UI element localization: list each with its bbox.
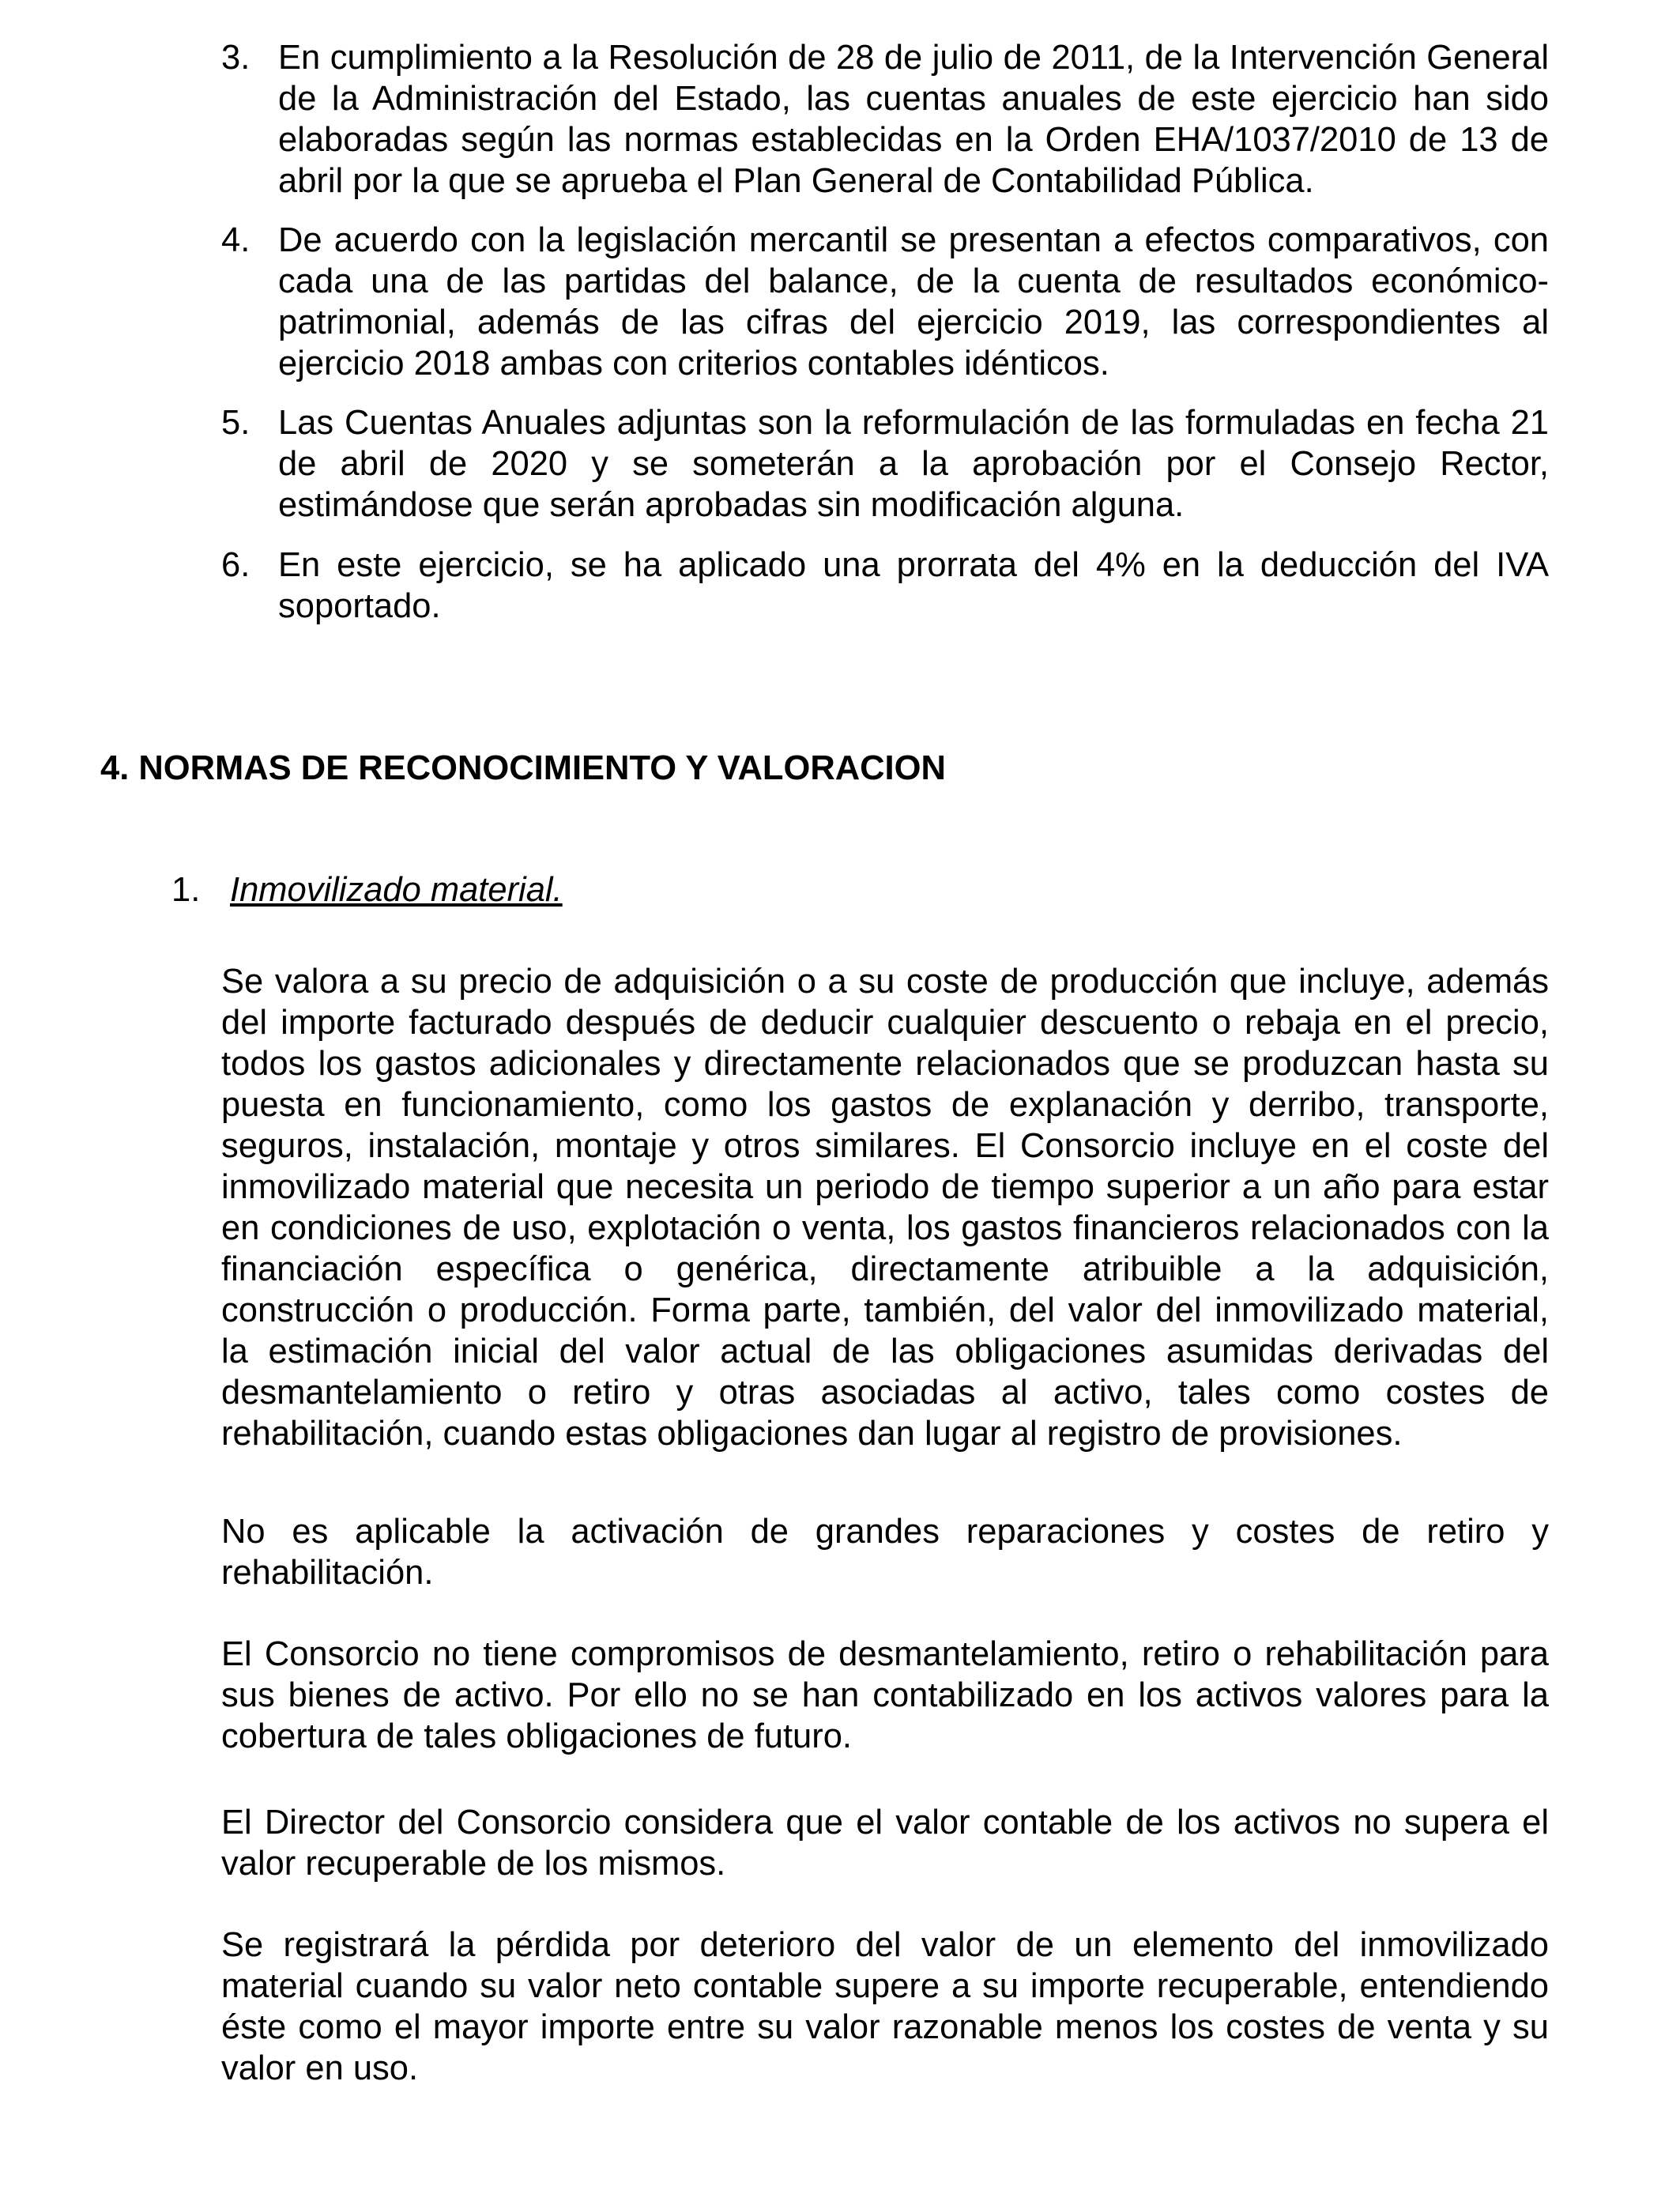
list-item-5 (221, 402, 1549, 545)
list-item-number: 3. (221, 39, 250, 77)
section-heading: 4. NORMAS DE RECONOCIMIENTO Y VALORACION (100, 749, 946, 787)
numbered-list (221, 37, 1549, 627)
subsection-title: Inmovilizado material. (230, 871, 563, 909)
list-item-text: En este ejercicio, se ha aplicado una prorrata del 4% en la deducción del IVA soportado. (278, 546, 1549, 625)
list-item-text: De acuerdo con la legislación mercantil se presentan a efectos comparativos, con cada una de las partidas del balance, de la cuenta de resultados económico-patrimonial, además de las cifras del ejercicio 2019, las correspondientes al ejercicio 2018 ambas con criterios contables idénticos. (278, 221, 1549, 383)
paragraph-not-applicable: No es aplicable la activación de grandes reparaciones y costes de retiro y rehabilitación. (221, 1513, 1549, 1592)
list-item-3 (221, 37, 1549, 220)
list-item-number: 4. (221, 221, 250, 259)
paragraph-director: El Director del Consorcio considera que el valor contable de los activos no supera el valor recuperable de los mismos. (221, 1804, 1549, 1883)
list-item-4 (221, 220, 1549, 402)
list-item-number: 6. (221, 546, 250, 584)
paragraph-valuation: Se valora a su precio de adquisición o a su coste de producción que incluye, además del importe facturado después de deducir cualquier descuento o rebaja en el precio, todos los gastos adicionales y directamente relacionados que se produzcan hasta su puesta en funcionamiento, como los gastos de explanación y derribo, transporte, seguros, instalación, montaje y otros similares. El Consorcio incluye en el coste del inmovilizado material que necesita un periodo de tiempo superior a un año para estar en condiciones de uso, explotación o venta, los gastos financieros relacionados con la financiación específica o genérica, directamente atribuible a la adquisición, construcción o producción. Forma parte, también, del valor del inmovilizado material, la estimación inicial del valor actual de las obligaciones asumidas derivadas del desmantelamiento o retiro y otras asociadas al activo, tales como costes de rehabilitación, cuando estas obligaciones dan lugar al registro de provisiones. (221, 963, 1549, 1453)
list-item-number: 5. (221, 404, 250, 442)
subsection-heading (171, 869, 563, 910)
list-item-text: Las Cuentas Anuales adjuntas son la reformulación de las formuladas en fecha 21 de abril de 2020 y se someterán a la aprobación por el Consejo Rector, estimándose que serán aprobadas sin modificación alguna. (278, 404, 1549, 524)
subsection-number: 1. (171, 871, 201, 909)
list-item-text: En cumplimiento a la Resolución de 28 de julio de 2011, de la Intervención General de la Administración del Estado, las cuentas anuales de este ejercicio han sido elaboradas según las normas establecidas en la Orden EHA/1037/2010 de 13 de abril por la que se aprueba el Plan General de Contabilidad Pública. (278, 39, 1549, 200)
paragraph-commitments: El Consorcio no tiene compromisos de desmantelamiento, retiro o rehabilitación para sus bienes de activo. Por ello no se han contabilizado en los activos valores para la cobertura de tales obligaciones de futuro. (221, 1635, 1549, 1755)
list-item-6 (221, 545, 1549, 627)
paragraph-impairment: Se registrará la pérdida por deterioro del valor de un elemento del inmovilizado material cuando su valor neto contable supere a su importe recuperable, entendiendo éste como el mayor importe entre su valor razonable menos los costes de venta y su valor en uso. (221, 1926, 1549, 2087)
